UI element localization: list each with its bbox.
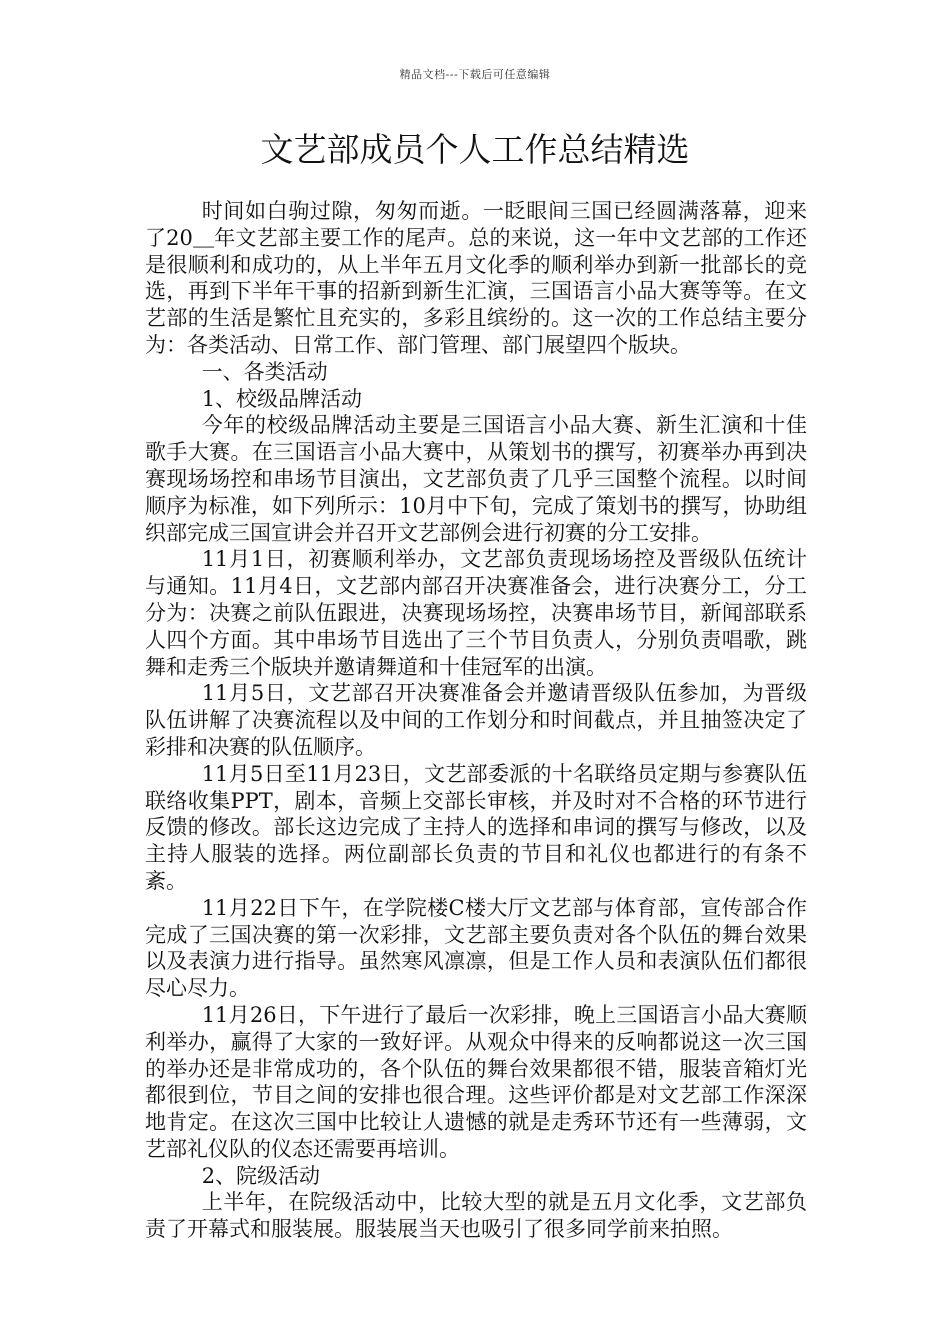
header-note: 精品文档---下载后可任意编辑 [399, 68, 551, 81]
subsection-heading: 1、校级品牌活动 [201, 386, 363, 411]
document-title: 文艺部成员个人工作总结精选 [260, 130, 690, 169]
paragraph: 11月5日至11月23日，文艺部委派的十名联络员定期与参赛队伍联络收集PPT，剧本，音频上交部长审核，并及时对不合格的环节进行反馈的修改。部长这边完成了主持人的选择和串词的撰写与修改，以及主持人服装的选择。两位副部长负责的节目和礼仪也都进行的有条不紊。 [145, 761, 807, 893]
document-body [145, 198, 807, 1243]
paragraph: 时间如白驹过隙，匆匆而逝。一眨眼间三国已经圆满落幕，迎来了20＿年文艺部主要工作的尾声。总的来说，这一年中文艺部的工作还是很顺利和成功的，从上半年五月文化季的顺利举办到新一批部长的竞选，再到下半年干事的招新到新生汇演，三国语言小品大赛等等。在文艺部的生活是繁忙且充实的，多彩且缤纷的。这一次的工作总结主要分为：各类活动、日常工作、部门管理、部门展望四个版块。 [145, 199, 807, 357]
paragraph: 今年的校级品牌活动主要是三国语言小品大赛、新生汇演和十佳歌手大赛。在三国语言小品大赛中，从策划书的撰写，初赛举办再到决赛现场场控和串场节目演出，文艺部负责了几乎三国整个流程。以时间顺序为标准，如下列所示：10月中下旬，完成了策划书的撰写，协助组织部完成三国宣讲会并召开文艺部例会进行初赛的分工安排。 [145, 413, 807, 545]
paragraph: 11月26日，下午进行了最后一次彩排，晚上三国语言小品大赛顺利举办，赢得了大家的一致好评。从观众中得来的反响都说这一次三国的举办还是非常成功的，各个队伍的舞台效果都很不错，服装音箱灯光都很到位，节目之间的安排也很合理。这些评价都是对文艺部工作深深地肯定。在这次三国中比较让人遗憾的就是走秀环节还有一些薄弱，文艺部礼仪队的仪态还需要再培训。 [145, 1002, 807, 1161]
paragraph: 11月1日，初赛顺利举办，文艺部负责现场场控及晋级队伍统计与通知。11月4日，文艺部内部召开决赛准备会，进行决赛分工，分工分为：决赛之前队伍跟进，决赛现场场控，决赛串场节目，新闻部联系人四个方面。其中串场节目选出了三个节目负责人，分别负责唱歌，跳舞和走秀三个版块并邀请舞道和十佳冠军的出演。 [145, 547, 807, 679]
section-heading: 一、各类活动 [201, 359, 328, 384]
paragraph: 11月22日下午，在学院楼C楼大厅文艺部与体育部，宣传部合作完成了三国决赛的第一次彩排，文艺部主要负责对各个队伍的舞台效果以及表演力进行指导。虽然寒风凛凛，但是工作人员和表演队伍们都很尽心尽力。 [145, 895, 807, 1001]
paragraph: 上半年，在院级活动中，比较大型的就是五月文化季，文艺部负责了开幕式和服装展。服装展当天也吸引了很多同学前来拍照。 [145, 1190, 807, 1242]
paragraph: 11月5日，文艺部召开决赛准备会并邀请晋级队伍参加，为晋级队伍讲解了决赛流程以及中间的工作划分和时间截点，并且抽签决定了彩排和决赛的队伍顺序。 [145, 681, 807, 759]
subsection-heading: 2、院级活动 [201, 1163, 321, 1188]
